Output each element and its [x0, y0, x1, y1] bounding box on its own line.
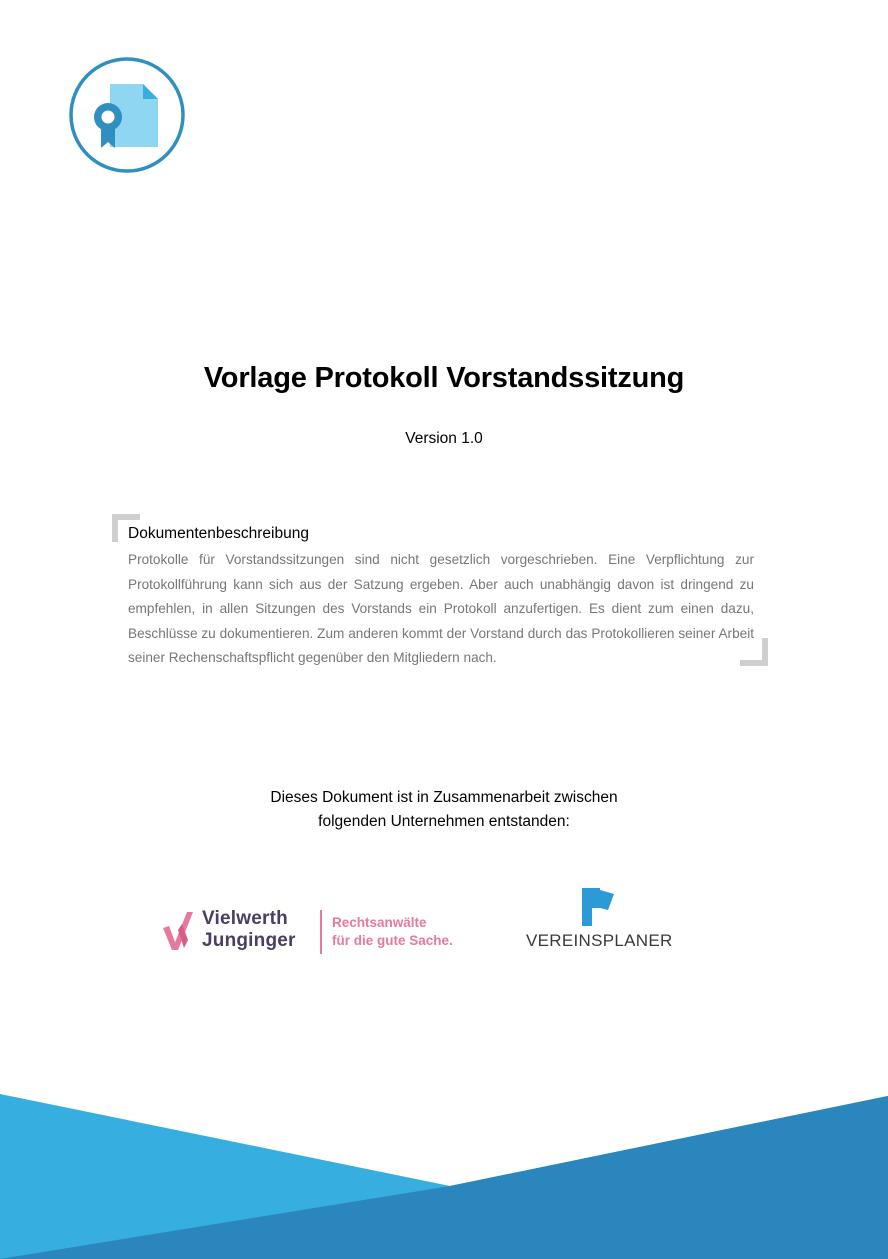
vj-name: [202, 908, 296, 952]
collaboration-line-1: Dieses Dokument ist in Zusammenarbeit zwischen: [270, 789, 618, 806]
bracket-bottom-right-icon: [740, 638, 768, 666]
footer-wave-decoration: [0, 1090, 888, 1259]
vereinsplaner-name: VEREINSPLANER: [526, 931, 673, 950]
vj-name-line-2: Junginger: [202, 930, 296, 951]
collaboration-statement: [0, 786, 888, 834]
vj-tagline-line-2: für die gute Sache.: [332, 933, 453, 948]
document-title: Vorlage Protokoll Vorstandssitzung: [203, 362, 685, 394]
vereinsplaner-flag-icon: [578, 888, 618, 926]
vielwerth-junginger-logo: [160, 906, 470, 960]
vereinsplaner-logo: [526, 888, 676, 952]
vj-name-line-1: Vielwerth: [202, 908, 288, 929]
description-heading: Dokumentenbeschreibung: [128, 525, 309, 542]
description-text: Protokolle für Vorstandssitzungen sind nicht gesetzlich vorgeschrieben. Eine Verpflichtung zur Protokollführung kann sich aus der Satzung ergeben. Aber auch unabhängig davon ist dringend zu empfehlen, in allen Sitzungen des Vorstands ein Protokoll anzufertigen. Es dient zum einen dazu, Beschlüsse zu dokumentieren. Zum anderen kommt der Vorstand durch das Protokollieren seiner Arbeit seiner Rechenschaftspflicht gegenüber den Mitgliedern nach.: [128, 552, 754, 666]
vj-tagline-line-1: Rechtsanwälte: [332, 915, 427, 930]
vj-divider: [320, 910, 322, 954]
collaboration-line-2: folgenden Unternehmen entstanden:: [318, 813, 570, 830]
vj-tagline: [332, 914, 453, 950]
vj-check-mark-icon: [160, 910, 196, 952]
certificate-document-icon: [68, 56, 186, 174]
description-box: [112, 514, 768, 666]
document-version: Version 1.0: [405, 430, 483, 447]
